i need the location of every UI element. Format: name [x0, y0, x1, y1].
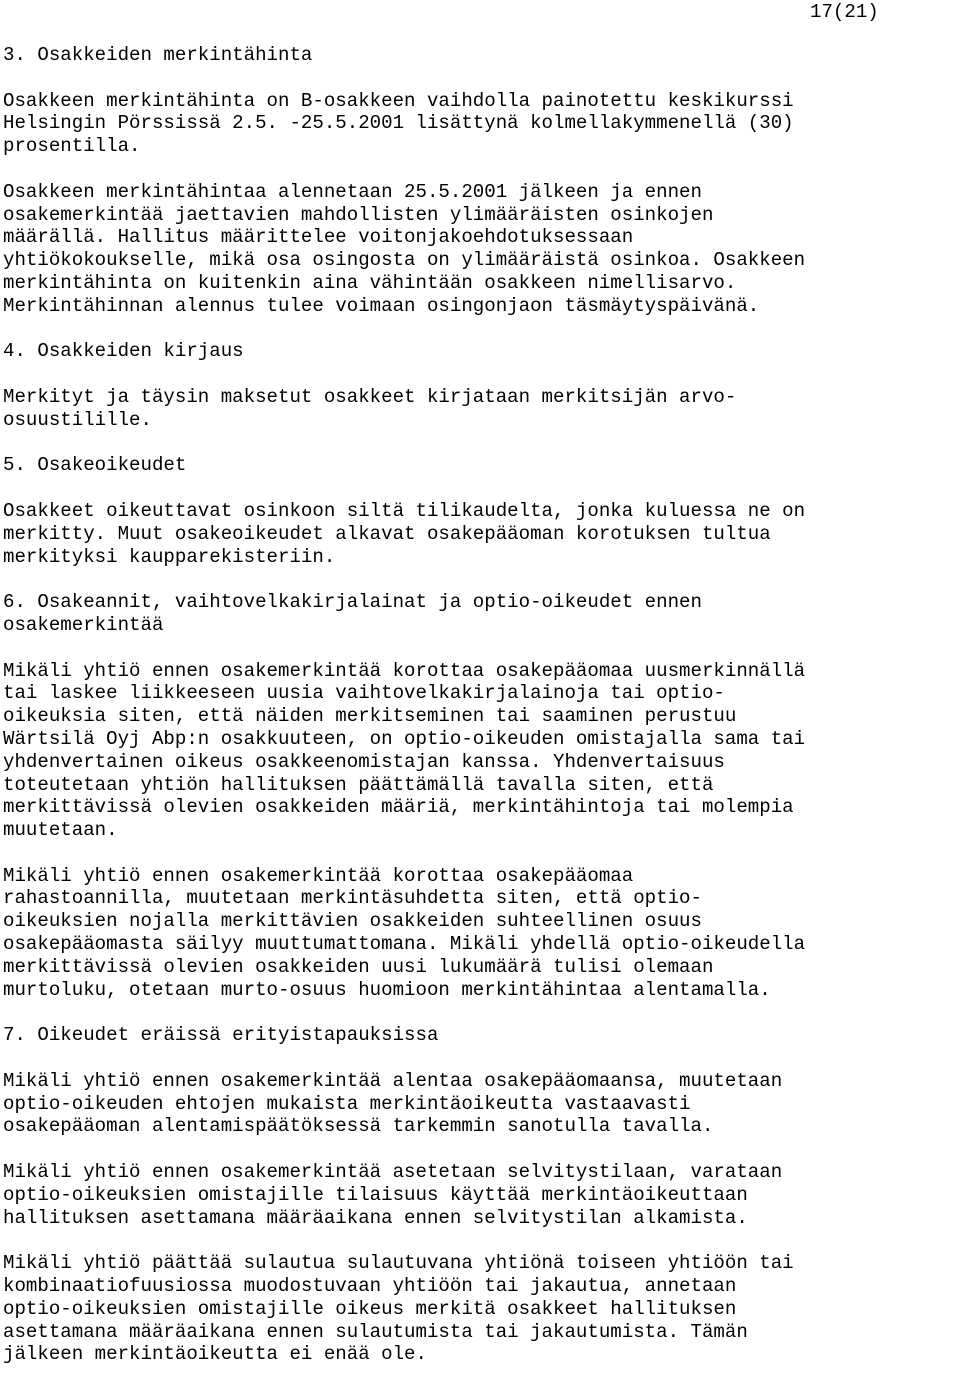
paragraph: [3, 181, 960, 318]
paragraph: [3, 1252, 960, 1366]
section: [3, 1024, 960, 1366]
paragraph-line: Mikäli yhtiö ennen osakemerkintää alentaa osakepääomaansa, muutetaan: [3, 1069, 783, 1092]
paragraph-line: merkittävissä olevien osakkeiden määriä, merkintähintoja tai molempia: [3, 796, 794, 819]
paragraph-line: kombinaatiofuusiossa muodostuvaan yhtiöön tai jakautua, annetaan: [3, 1275, 737, 1298]
paragraph-line: oikeuksia siten, että näiden merkitseminen tai saaminen perustuu: [3, 705, 737, 728]
paragraph-line: Mikäli yhtiö ennen osakemerkintää asetetaan selvitystilaan, varataan: [3, 1161, 783, 1184]
section: [3, 340, 960, 431]
heading-line: 4. Osakkeiden kirjaus: [3, 340, 244, 363]
heading-line: osakemerkintää: [3, 613, 164, 636]
heading-line: 7. Oikeudet eräissä erityistapauksissa: [3, 1024, 439, 1047]
section-heading: [3, 44, 960, 67]
paragraph: [3, 386, 960, 432]
paragraph: [3, 865, 960, 1002]
paragraph-line: yhdenvertainen oikeus osakkeenomistajan kanssa. Yhdenvertaisuus: [3, 750, 725, 773]
paragraph-line: Merkintähinnan alennus tulee voimaan osingonjaon täsmäytyspäivänä.: [3, 294, 760, 317]
paragraph-line: määrällä. Hallitus määrittelee voitonjakoehdotuksessaan: [3, 226, 634, 249]
heading-line: 5. Osakeoikeudet: [3, 454, 187, 477]
paragraph-line: merkitty. Muut osakeoikeudet alkavat osakepääoman korotuksen tultua: [3, 522, 771, 545]
paragraph-line: Osakkeet oikeuttavat osinkoon siltä tilikaudelta, jonka kuluessa ne on: [3, 499, 806, 522]
paragraph-line: merkityksi kaupparekisteriin.: [3, 545, 336, 568]
paragraph-line: toteutetaan yhtiön hallituksen päättämällä tavalla siten, että: [3, 773, 714, 796]
paragraph: [3, 1070, 960, 1138]
paragraph-line: oikeuksien nojalla merkittävien osakkeiden suhteellinen osuus: [3, 910, 702, 933]
section-heading: [3, 1024, 960, 1047]
paragraph-line: merkintähinta on kuitenkin aina vähintään osakkeen nimellisarvo.: [3, 271, 737, 294]
paragraph-line: yhtiökokoukselle, mikä osa osingosta on ylimääräistä osinkoa. Osakkeen: [3, 249, 806, 272]
paragraph-line: Wärtsilä Oyj Abp:n osakkuuteen, on optio-oikeuden omistajalla sama tai: [3, 727, 806, 750]
paragraph-line: Osakkeen merkintähinta on B-osakkeen vaihdolla painotettu keskikurssi: [3, 89, 794, 112]
paragraph-line: osakepääomasta säilyy muuttumattomana. Mikäli yhdellä optio-oikeudella: [3, 933, 806, 956]
paragraph-line: Mikäli yhtiö päättää sulautua sulautuvana yhtiönä toiseen yhtiöön tai: [3, 1252, 794, 1275]
paragraph-line: jälkeen merkintäoikeutta ei enää ole.: [3, 1343, 427, 1366]
paragraph-line: tai laskee liikkeeseen uusia vaihtovelkakirjalainoja tai optio-: [3, 682, 725, 705]
paragraph-line: osuustilille.: [3, 408, 152, 431]
paragraph-line: optio-oikeuden ehtojen mukaista merkintäoikeutta vastaavasti: [3, 1092, 691, 1115]
section: [3, 591, 960, 1001]
paragraph-line: Merkityt ja täysin maksetut osakkeet kirjataan merkitsijän arvo-: [3, 385, 737, 408]
paragraph-line: optio-oikeuksien omistajille oikeus merkitä osakkeet hallituksen: [3, 1297, 737, 1320]
section-heading: [3, 591, 960, 637]
paragraph: [3, 660, 960, 842]
section: [3, 454, 960, 568]
document-body: [3, 44, 960, 1389]
paragraph-line: rahastoannilla, muutetaan merkintäsuhdetta siten, että optio-: [3, 887, 702, 910]
paragraph-line: Mikäli yhtiö ennen osakemerkintää korottaa osakepääomaa uusmerkinnällä: [3, 659, 806, 682]
paragraph-line: asettamana määräaikana ennen sulautumista tai jakautumista. Tämän: [3, 1320, 748, 1343]
paragraph-line: osakemerkintää jaettavien mahdollisten ylimääräisten osinkojen: [3, 203, 714, 226]
paragraph: [3, 500, 960, 568]
page-number: 17(21): [810, 1, 879, 23]
section: [3, 44, 960, 318]
paragraph-line: hallituksen asettamana määräaikana ennen selvitystilan alkamista.: [3, 1206, 748, 1229]
paragraph-line: murtoluku, otetaan murto-osuus huomioon merkintähintaa alentamalla.: [3, 978, 771, 1001]
paragraph-line: merkittävissä olevien osakkeiden uusi lukumäärä tulisi olemaan: [3, 955, 714, 978]
paragraph-line: muutetaan.: [3, 819, 118, 842]
heading-line: 6. Osakeannit, vaihtovelkakirjalainat ja optio-oikeudet ennen: [3, 591, 702, 614]
section-heading: [3, 454, 960, 477]
paragraph-line: optio-oikeuksien omistajille tilaisuus käyttää merkintäoikeuttaan: [3, 1183, 748, 1206]
paragraph: [3, 1161, 960, 1229]
paragraph-line: Helsingin Pörssissä 2.5. -25.5.2001 lisättynä kolmellakymmenellä (30): [3, 112, 794, 135]
section-heading: [3, 340, 960, 363]
heading-line: 3. Osakkeiden merkintähinta: [3, 44, 313, 66]
paragraph-line: osakepääoman alentamispäätöksessä tarkemmin sanotulla tavalla.: [3, 1115, 714, 1138]
paragraph-line: Osakkeen merkintähintaa alennetaan 25.5.2001 jälkeen ja ennen: [3, 180, 702, 203]
paragraph-line: prosentilla.: [3, 135, 141, 158]
paragraph: [3, 90, 960, 158]
paragraph-line: Mikäli yhtiö ennen osakemerkintää korottaa osakepääomaa: [3, 864, 634, 887]
